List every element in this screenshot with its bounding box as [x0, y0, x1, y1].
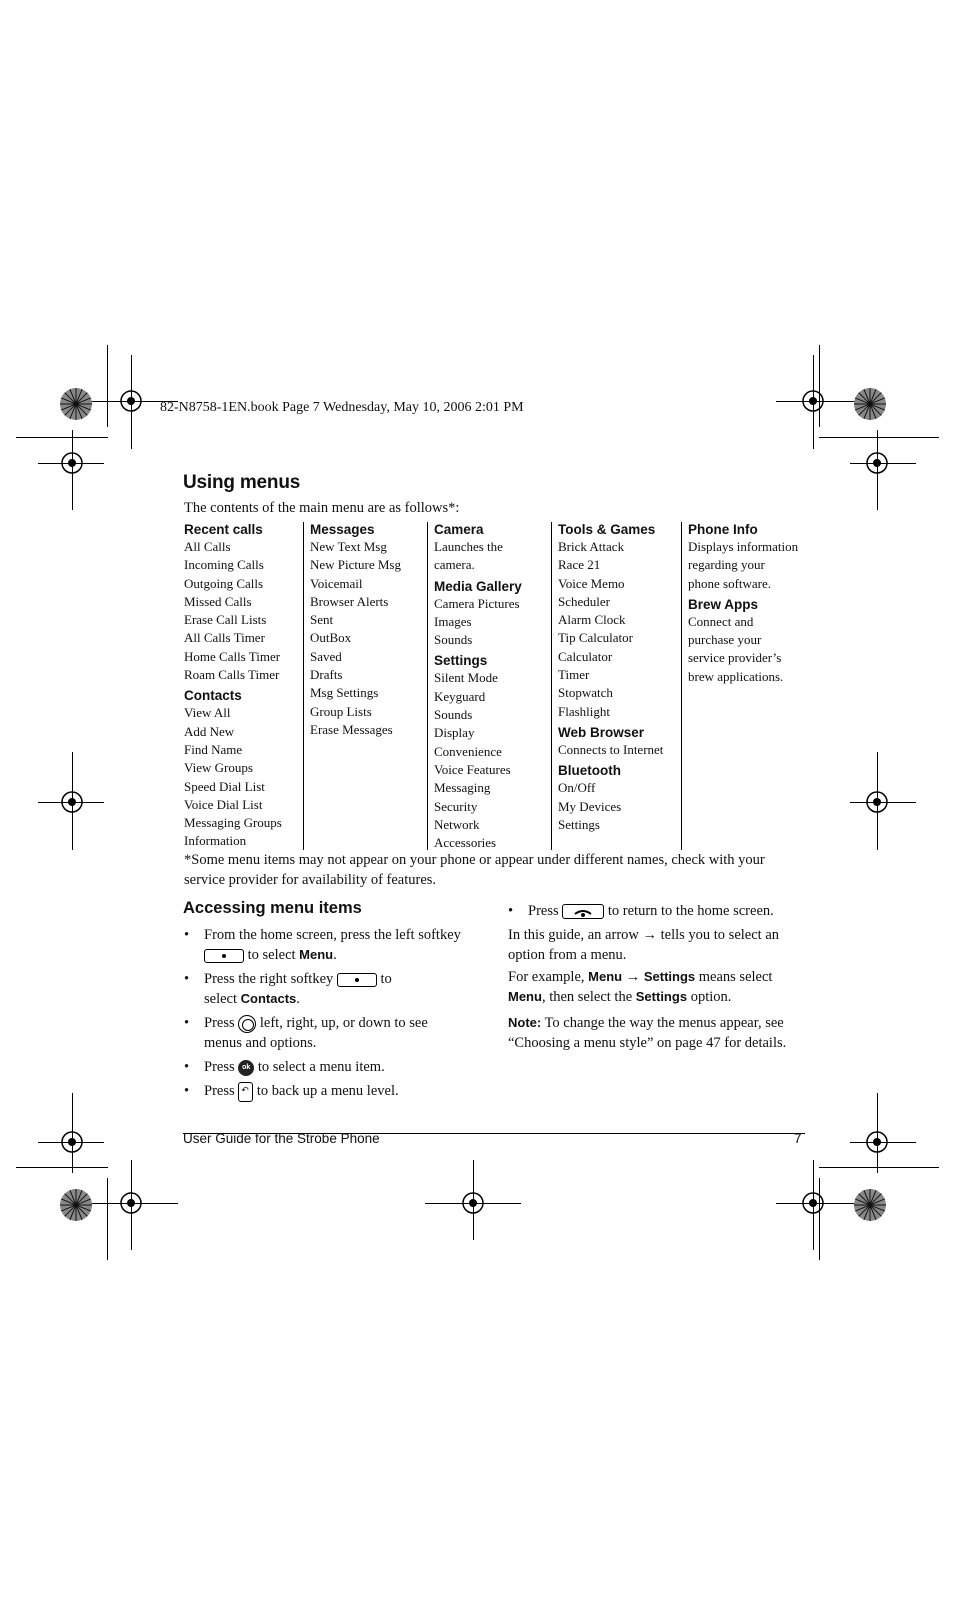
arrow-explanation [508, 925, 779, 965]
menu-item: Home Calls Timer [184, 648, 281, 664]
menu-group-heading: Phone Info [688, 522, 758, 537]
menu-item: View All [184, 705, 231, 721]
registration-mark-icon [862, 787, 892, 817]
registration-mark-icon [57, 787, 87, 817]
registration-mark-icon [862, 448, 892, 478]
menu-group-heading: Bluetooth [558, 763, 621, 779]
paragraph-line: option from a menu. [508, 947, 627, 963]
bullet-text: to select a menu item. [254, 1059, 385, 1075]
menu-column [681, 522, 812, 850]
menu-item: Messaging Groups [184, 815, 282, 831]
bullet-text: left, right, up, or down to see [256, 1015, 428, 1031]
menu-item: Missed Calls [184, 593, 252, 609]
bullet-text: menus and options. [204, 1035, 317, 1051]
menu-column [427, 522, 552, 850]
footnote-line: service provider for availability of features. [184, 872, 437, 888]
registration-mark-icon [116, 386, 146, 416]
menu-group-heading: Settings [434, 653, 488, 669]
menu-item: Race 21 [558, 557, 601, 573]
paragraph-text: , then select the [541, 989, 636, 1005]
menu-item: Timer [558, 667, 590, 683]
menu-item: Drafts [310, 667, 343, 683]
menu-item: Find Name [184, 741, 243, 757]
menu-item: Stopwatch [558, 685, 613, 701]
menu-item: Settings [558, 816, 600, 832]
list-item: • Press to return to the home screen. [508, 903, 774, 919]
intro-text: The contents of the main menu are as follows*: [184, 500, 460, 516]
menu-item: Scheduler [558, 593, 610, 609]
ok-key-icon: ok [238, 1060, 254, 1076]
registration-mark-icon [116, 1188, 146, 1218]
menu-item: Displays information [688, 539, 799, 554]
menu-item: Accessories [434, 835, 497, 851]
menu-group-heading: Media Gallery [434, 578, 522, 594]
bullet-text: to back up a menu level. [253, 1083, 399, 1099]
menu-item: Keyguard [434, 688, 486, 704]
menu-item: OutBox [310, 630, 352, 646]
page-number: 7 [794, 1131, 802, 1146]
menu-item: Voicemail [310, 575, 363, 591]
registration-mark-icon [862, 1127, 892, 1157]
menu-item: Sent [310, 612, 334, 628]
menu-item: Flashlight [558, 703, 611, 719]
menu-item: Images [434, 613, 472, 629]
registration-mark-icon [57, 1127, 87, 1157]
list-item: • Press ok to select a menu item. [184, 1059, 385, 1075]
menu-item: camera. [434, 557, 475, 573]
menu-group-heading: Brew Apps [688, 596, 759, 612]
note-text: To change the way the menus appear, see [541, 1015, 784, 1031]
footnote-line: *Some menu items may not appear on your phone or appear under different names, check with your [184, 852, 765, 868]
end-key-icon [562, 904, 604, 919]
menu-group-heading: Contacts [184, 688, 242, 704]
starburst-mark-icon [59, 1188, 93, 1222]
bullet-text: select [204, 991, 241, 1007]
menu-item: All Calls [184, 539, 231, 554]
menu-item: Sounds [434, 632, 473, 648]
menu-item: My Devices [558, 798, 622, 814]
menu-item: Add New [184, 723, 235, 739]
menu-item: New Picture Msg [310, 557, 401, 573]
page-title: Using menus [183, 472, 301, 493]
keyword: Settings [643, 969, 696, 984]
menu-item: Group Lists [310, 703, 372, 719]
starburst-mark-icon [59, 387, 93, 421]
menu-item: Messaging [434, 780, 491, 796]
list-item: • From the home screen, press the left softkey to select Menu. [184, 927, 461, 963]
menu-group-heading: Web Browser [558, 724, 645, 740]
menu-column [303, 522, 428, 850]
keyword: Menu [588, 969, 623, 984]
section-heading: Accessing menu items [183, 899, 362, 917]
bullet-text: to select [244, 947, 300, 963]
softkey-icon [204, 949, 244, 963]
menu-item: Erase Messages [310, 721, 393, 737]
menu-item: Voice Memo [558, 575, 625, 591]
bullet-text: Press [528, 903, 563, 919]
menu-group-heading: Camera [434, 522, 484, 537]
note-label: Note: [508, 1015, 542, 1030]
paragraph-text: means select [695, 969, 773, 985]
menu-item: Sounds [434, 707, 473, 723]
menu-item: Voice Features [434, 761, 511, 777]
bullet-text: From the home screen, press the left softkey [204, 927, 461, 943]
menu-item: Tip Calculator [558, 630, 633, 646]
list-item: • Press ↶ to back up a menu level. [204, 1081, 504, 1102]
menu-column [184, 522, 300, 850]
footer-title: User Guide for the Strobe Phone [183, 1131, 380, 1146]
menu-item: Convenience [434, 743, 502, 759]
bullet-text: Press [204, 1015, 239, 1031]
menu-item: Saved [310, 648, 342, 664]
menu-group-heading: Recent calls [184, 522, 263, 537]
bullet-text: to [376, 971, 392, 987]
menu-item: Calculator [558, 648, 613, 664]
menu-item: Network [434, 816, 480, 832]
menu-item: Msg Settings [310, 685, 379, 701]
menu-item: Speed Dial List [184, 778, 265, 794]
paragraph-text: → [622, 969, 644, 985]
menu-item: regarding your [688, 557, 765, 573]
footnote [184, 850, 765, 890]
menu-group-heading: Messages [310, 522, 375, 537]
example-paragraph [508, 967, 772, 1007]
menu-item: View Groups [184, 760, 253, 776]
paragraph-text: For example, [508, 969, 589, 985]
menu-item: Browser Alerts [310, 593, 389, 609]
menu-item: Information [184, 833, 247, 849]
menu-item: On/Off [558, 780, 596, 796]
registration-mark-icon [798, 386, 828, 416]
menu-item: Alarm Clock [558, 612, 626, 628]
list-item: • Press the right softkey to select Contacts. [184, 971, 392, 1007]
registration-mark-icon [57, 448, 87, 478]
menu-item: brew applications. [688, 668, 784, 684]
list-item: • Press left, right, up, or down to see menus and options. [204, 1013, 504, 1053]
menu-item: Launches the [434, 539, 503, 554]
bullet-text: to return to the home screen. [604, 903, 774, 919]
bullet-text: . [296, 991, 300, 1007]
registration-mark-icon [798, 1188, 828, 1218]
menu-item: Display [434, 725, 475, 741]
note [508, 1013, 786, 1053]
menu-column [551, 522, 682, 850]
registration-mark-icon [458, 1188, 488, 1218]
keyword: Menu [508, 989, 542, 1004]
print-header: 82-N8758-1EN.book Page 7 Wednesday, May 10, 2006 2:01 PM [160, 400, 524, 415]
menu-item: Security [434, 798, 478, 814]
bullet-text: Press [204, 1083, 239, 1099]
paragraph-text: option. [687, 989, 732, 1005]
bullet-text: Press [204, 1059, 239, 1075]
starburst-mark-icon [853, 1188, 887, 1222]
menu-item: purchase your [688, 632, 762, 648]
softkey-icon [337, 973, 377, 987]
menu-item: Connect and [688, 613, 754, 629]
back-key-icon: ↶ [238, 1082, 253, 1102]
menu-item: Silent Mode [434, 670, 498, 686]
starburst-mark-icon [853, 387, 887, 421]
menu-item: New Text Msg [310, 539, 387, 554]
navigation-key-icon [238, 1015, 256, 1033]
menu-item: Incoming Calls [184, 557, 264, 573]
main-menu-table [184, 522, 808, 850]
paragraph-line: In this guide, an arrow → tells you to select an [508, 927, 780, 943]
menu-item: Erase Call Lists [184, 612, 267, 628]
menu-item: Brick Attack [558, 539, 625, 554]
bullet-text: Press the right softkey [204, 971, 337, 987]
keyword: Contacts [240, 991, 297, 1006]
menu-group-heading: Tools & Games [558, 522, 656, 537]
bullet-text: . [333, 947, 337, 963]
keyword: Menu [299, 947, 334, 962]
menu-item: service provider’s [688, 650, 782, 666]
menu-item: Outgoing Calls [184, 575, 264, 591]
menu-item: Voice Dial List [184, 796, 263, 812]
menu-item: Camera Pictures [434, 595, 520, 611]
menu-item: All Calls Timer [184, 630, 265, 646]
menu-item: phone software. [688, 575, 772, 591]
menu-item: Roam Calls Timer [184, 667, 280, 683]
note-text: “Choosing a menu style” on page 47 for details. [508, 1035, 787, 1051]
keyword: Settings [635, 989, 688, 1004]
menu-item: Connects to Internet [558, 741, 664, 757]
